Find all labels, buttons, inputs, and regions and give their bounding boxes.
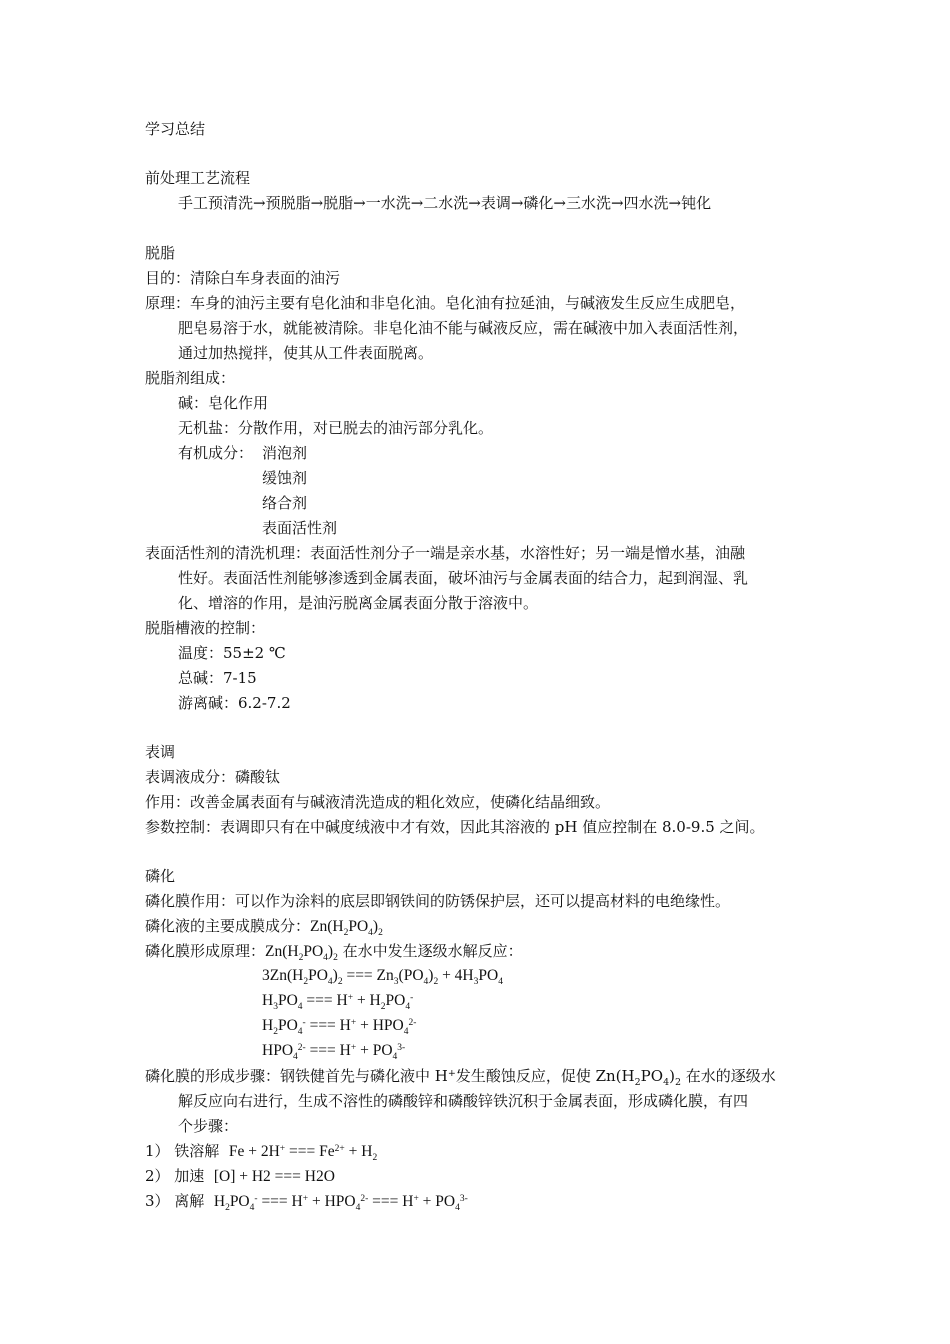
page-title: 学习总结 bbox=[145, 120, 206, 138]
steps-cont-line-1: 解反应向右进行，生成不溶性的磷酸锌和磷酸锌铁沉积于金属表面，形成磷化膜，有四 bbox=[178, 1092, 749, 1110]
principle-suffix: 在水中发生逐级水解反应： bbox=[342, 942, 523, 960]
degrease-heading: 脱脂 bbox=[145, 244, 176, 262]
organic-item: 消泡剂 bbox=[262, 444, 308, 462]
surface-composition: 表调液成分：磷酸钛 bbox=[145, 768, 281, 786]
control-total-alkali: 总碱：7-15 bbox=[178, 669, 257, 687]
organic-item: 络合剂 bbox=[262, 494, 308, 512]
organic-item: 表面活性剂 bbox=[262, 519, 338, 537]
step-2-label: 2） 加速 bbox=[145, 1167, 205, 1185]
step-2 bbox=[145, 1166, 335, 1187]
equation-2: $H_3PO_4$ === $H^+ + H_2PO_4^-$ bbox=[262, 992, 414, 1012]
steps-cont-line-2: 个步骤： bbox=[178, 1117, 239, 1135]
surface-heading: 表调 bbox=[145, 743, 176, 761]
control-temperature: 温度：55±2 ℃ bbox=[178, 644, 286, 662]
step-3 bbox=[145, 1191, 468, 1212]
principle-label: 磷化膜形成原理： bbox=[145, 942, 266, 960]
surfactant-line-2: 性好。表面活性剂能够渗透到金属表面，破坏油污与金属表面的结合力，起到润湿、乳 bbox=[178, 569, 749, 587]
formula-zinc-dihydrogen-phosphate: $Zn(H_2PO_4)_2$ bbox=[265, 943, 338, 963]
phosphate-principle bbox=[145, 941, 523, 962]
surface-function: 作用：改善金属表面有与碱液清洗造成的粗化效应，使磷化结晶细致。 bbox=[145, 793, 611, 811]
composition-alkali: 碱：皂化作用 bbox=[178, 394, 269, 412]
step-2-equation: [O] + H2 === H2O bbox=[213, 1168, 335, 1185]
phosphate-heading: 磷化 bbox=[145, 867, 176, 885]
steps-end: 在水的逐级水 bbox=[685, 1067, 776, 1085]
phosphate-film-function: 磷化膜作用：可以作为涂料的底层即钢铁间的防锈保护层，还可以提高材料的电绝缘性。 bbox=[145, 892, 731, 910]
degrease-purpose: 目的：清除白车身表面的油污 bbox=[145, 269, 341, 287]
organic-item: 缓蚀剂 bbox=[262, 469, 308, 487]
equation-3: $H_2PO_4^-$ === $H^+ + HPO_4^{2-}$ bbox=[262, 1017, 417, 1037]
phosphate-steps-intro: 磷化膜的形成步骤：钢铁健首先与磷化液中 H+发生酸蚀反应，促使 $Zn(H_2PO_4)_2$ 在水的逐级水 bbox=[145, 1067, 776, 1088]
main-component-label: 磷化液的主要成膜成分： bbox=[145, 917, 311, 935]
steps-label: 磷化膜的形成步骤：钢铁健首先与磷化液中 H bbox=[145, 1067, 448, 1085]
phosphate-main-component bbox=[145, 916, 383, 937]
surfactant-line-1: 表面活性剂的清洗机理：表面活性剂分子一端是亲水基，水溶性好；另一端是憎水基，油融 bbox=[145, 544, 746, 562]
step-1 bbox=[145, 1141, 377, 1162]
step-1-label: 1） 铁溶解 bbox=[145, 1142, 220, 1160]
step-1-equation: Fe + 2H+ === $Fe^{2+} + H_2$ bbox=[228, 1143, 378, 1163]
step-3-equation: $H_2PO_4^-$ === $H^+ + HPO_4^{2-}$ === $H^+ + PO_4^{3-}$ bbox=[213, 1193, 468, 1213]
composition-heading: 脱脂剂组成： bbox=[145, 369, 236, 387]
step-3-label: 3） 离解 bbox=[145, 1192, 205, 1210]
composition-inorganic: 无机盐：分散作用，对已脱去的油污部分乳化。 bbox=[178, 419, 494, 437]
surface-params: 参数控制：表调即只有在中碱度绒液中才有效，因此其溶液的 pH 值应控制在 8.0-9.5 之间。 bbox=[145, 818, 765, 836]
surfactant-line-3: 化、增溶的作用，是油污脱离金属表面分散于溶液中。 bbox=[178, 594, 539, 612]
equation-4: $HPO_4^{2-}$ === $H^+ + PO_4^{3-}$ bbox=[262, 1042, 406, 1062]
degrease-principle-line-2: 肥皂易溶于水，就能被清除。非皂化油不能与碱液反应，需在碱液中加入表面活性剂， bbox=[178, 319, 749, 337]
degrease-principle-line-1: 原理：车身的油污主要有皂化油和非皂化油。皂化油有拉延油，与碱液发生反应生成肥皂， bbox=[145, 294, 746, 312]
degrease-principle-line-3: 通过加热搅拌，使其从工件表面脱离。 bbox=[178, 344, 434, 362]
control-heading: 脱脂槽液的控制： bbox=[145, 619, 266, 637]
composition-organic-label: 有机成分： bbox=[178, 444, 254, 462]
formula-zinc-dihydrogen-phosphate: $Zn(H_2PO_4)_2$ bbox=[310, 918, 383, 938]
equation-1: $3Zn(H_2PO_4)_2$ === $Zn_3(PO_4)_2 + 4H_3PO_4$ bbox=[262, 967, 503, 987]
process-heading: 前处理工艺流程 bbox=[145, 169, 251, 187]
process-flow: 手工预清洗→预脱脂→脱脂→一水洗→二水洗→表调→磷化→三水洗→四水洗→钝化 bbox=[178, 194, 712, 212]
steps-mid: 发生酸蚀反应，促使 Zn(H bbox=[455, 1067, 635, 1085]
control-free-alkali: 游离碱：6.2-7.2 bbox=[178, 694, 291, 712]
